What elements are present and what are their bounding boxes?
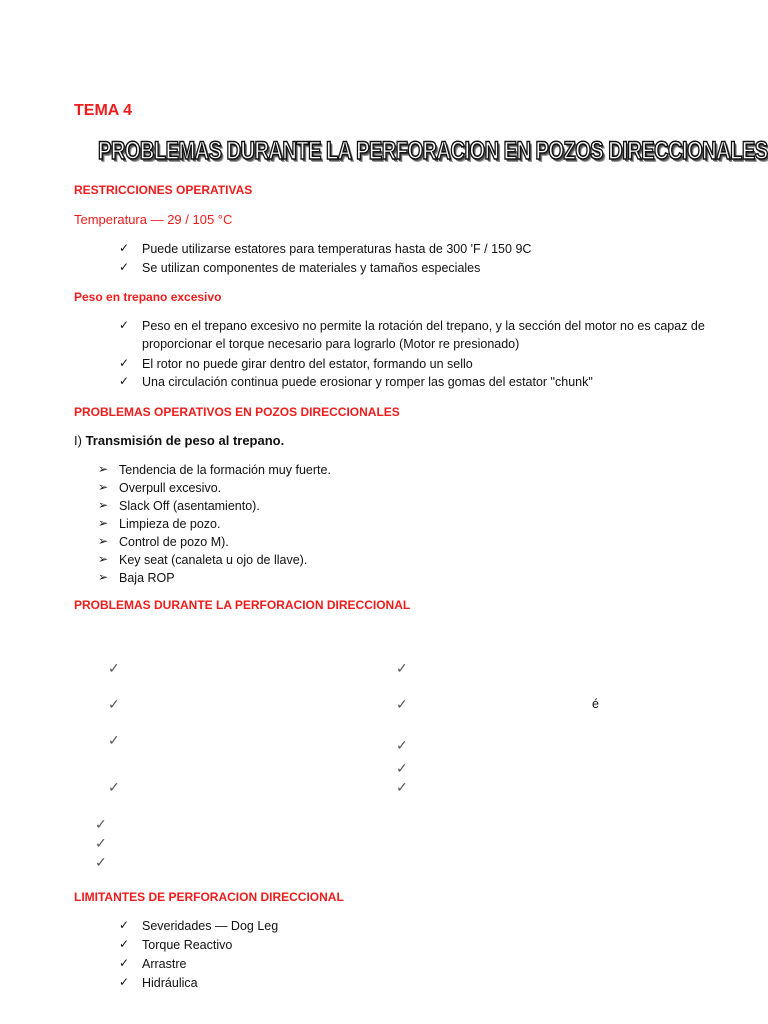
section-heading-problemas-operativos: PROBLEMAS OPERATIVOS EN POZOS DIRECCIONALES bbox=[74, 405, 400, 419]
list-item: Severidades — Dog Leg bbox=[142, 919, 279, 933]
list-item: Una circulación continua puede erosionar y romper las gomas del estator "chunk" bbox=[142, 375, 593, 389]
check-icon: ✓ bbox=[396, 737, 408, 753]
list-item: Puede utilizarse estatores para temperaturas hasta de 300 'F / 150 9C bbox=[142, 242, 532, 256]
list-item: Se utilizan componentes de materiales y tamaños especiales bbox=[142, 261, 481, 275]
list-item: Key seat (canaleta u ojo de llave). bbox=[119, 553, 308, 567]
subheading-peso: Peso en trepano excesivo bbox=[74, 290, 222, 304]
subheading-temperatura: Temperatura — 29 / 105 °C bbox=[74, 212, 233, 227]
list-item: Overpull excesivo. bbox=[119, 481, 222, 495]
check-icon: ✓ bbox=[119, 374, 130, 388]
list-item: Control de pozo M). bbox=[119, 535, 229, 549]
subsection-transmision bbox=[74, 433, 284, 448]
check-icon: ✓ bbox=[119, 241, 130, 255]
check-icon: ✓ bbox=[119, 318, 130, 332]
stray-character: é bbox=[592, 697, 599, 711]
list-item: Limpieza de pozo. bbox=[119, 517, 221, 531]
list-item: Slack Off (asentamiento). bbox=[119, 499, 260, 513]
check-icon: ✓ bbox=[396, 760, 408, 776]
check-icon: ✓ bbox=[119, 260, 130, 274]
list-item: Hidráulica bbox=[142, 976, 198, 990]
list-item: Peso en el trepano excesivo no permite la rotación del trepano, y la sección del motor no es capaz de bbox=[142, 319, 705, 333]
section-heading-problemas-perforacion: PROBLEMAS DURANTE LA PERFORACION DIRECCIONAL bbox=[74, 598, 411, 612]
section-heading-limitantes: LIMITANTES DE PERFORACION DIRECCIONAL bbox=[74, 890, 344, 904]
check-icon: ✓ bbox=[95, 816, 107, 832]
check-icon: ✓ bbox=[108, 660, 120, 676]
list-item-continuation: proporcionar el torque necesario para lograrlo (Motor re presionado) bbox=[142, 337, 520, 351]
check-icon: ✓ bbox=[119, 918, 130, 932]
arrow-icon: ➢ bbox=[98, 498, 109, 512]
check-icon: ✓ bbox=[119, 356, 130, 370]
list-item: El rotor no puede girar dentro del estator, formando un sello bbox=[142, 357, 473, 371]
check-icon: ✓ bbox=[95, 835, 107, 851]
check-icon: ✓ bbox=[396, 779, 408, 795]
check-icon: ✓ bbox=[119, 975, 130, 989]
list-item: Baja ROP bbox=[119, 571, 175, 585]
check-icon: ✓ bbox=[95, 854, 107, 870]
check-icon: ✓ bbox=[108, 779, 120, 795]
check-icon: ✓ bbox=[396, 660, 408, 676]
section-heading-restricciones: RESTRICCIONES OPERATIVAS bbox=[74, 183, 253, 197]
arrow-icon: ➢ bbox=[98, 462, 109, 476]
subsection-title: Transmisión de peso al trepano. bbox=[85, 433, 285, 448]
arrow-icon: ➢ bbox=[98, 570, 109, 584]
check-icon: ✓ bbox=[396, 696, 408, 712]
list-item: Torque Reactivo bbox=[142, 938, 233, 952]
check-icon: ✓ bbox=[108, 732, 120, 748]
subsection-prefix: I) bbox=[74, 433, 86, 448]
document-banner-title: PROBLEMAS DURANTE LA PERFORACION EN POZOS DIRECCIONALES bbox=[98, 137, 768, 165]
check-icon: ✓ bbox=[119, 937, 130, 951]
check-icon: ✓ bbox=[108, 696, 120, 712]
list-item: Arrastre bbox=[142, 957, 187, 971]
arrow-icon: ➢ bbox=[98, 552, 109, 566]
list-item: Tendencia de la formación muy fuerte. bbox=[119, 463, 331, 477]
topic-title: TEMA 4 bbox=[74, 102, 133, 119]
check-icon: ✓ bbox=[119, 956, 130, 970]
arrow-icon: ➢ bbox=[98, 534, 109, 548]
arrow-icon: ➢ bbox=[98, 516, 109, 530]
arrow-icon: ➢ bbox=[98, 480, 109, 494]
